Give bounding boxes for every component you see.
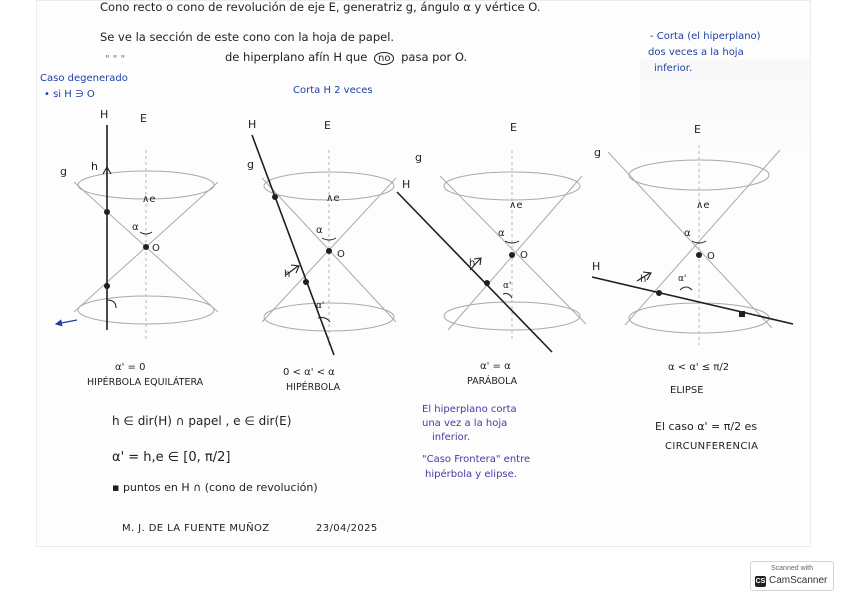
- degenerate-line-2: • si H ∋ O: [44, 89, 95, 100]
- panel-condition: 0 < α' < α: [283, 367, 335, 378]
- label-h-dir: h: [91, 160, 98, 173]
- label-ne: ∧e: [142, 194, 156, 205]
- label-o: O: [707, 251, 715, 262]
- intersection-point: [104, 283, 110, 289]
- intersection-point: [272, 194, 278, 200]
- left-arrow-mark: [56, 320, 77, 324]
- angle-arc: [140, 232, 152, 234]
- panel-parabola: [397, 121, 586, 387]
- vertex-point: [509, 252, 515, 258]
- right-angle-mark: [107, 300, 116, 308]
- label-e-axis: E: [510, 121, 517, 134]
- label-alpha-prime: α': [503, 281, 512, 291]
- label-g: g: [247, 158, 254, 171]
- label-e-axis: E: [324, 119, 331, 132]
- corta-label: Corta H 2 veces: [293, 85, 373, 96]
- header-line-1: Cono recto o cono de revolución de eje E, generatriz g, ángulo α y vértice O.: [100, 0, 541, 14]
- side-note-line-2: dos veces a la hoja: [648, 47, 744, 58]
- label-o: O: [337, 249, 345, 260]
- label-h-plane: H: [100, 108, 109, 121]
- label-alpha: α: [132, 222, 139, 233]
- intersection-point: [739, 311, 745, 317]
- label-g: g: [415, 151, 422, 164]
- vertex-point: [143, 244, 149, 250]
- panel-condition: α' = 0: [115, 362, 146, 373]
- angle-arc: [503, 294, 512, 299]
- panel-hyperbola: [247, 118, 396, 393]
- camscanner-brand: CamScanner: [769, 575, 828, 586]
- vertex-point: [696, 252, 702, 258]
- label-h-dir: h: [469, 258, 476, 269]
- formula-points: ▪ puntos en H ∩ (cono de revolución): [112, 481, 318, 494]
- intersection-point: [303, 279, 309, 285]
- formula-directions: h ∈ dir(H) ∩ papel , e ∈ dir(E): [112, 414, 292, 428]
- header-line-3-suffix: pasa por O.: [401, 50, 468, 64]
- h-direction-arrow: [103, 167, 111, 190]
- intersection-point: [656, 290, 662, 296]
- camscanner-watermark: [750, 561, 834, 591]
- panel-condition: α < α' ≤ π/2: [668, 362, 730, 373]
- parabola-note-line-2: una vez a la hoja: [422, 418, 508, 429]
- parabola-note-line-3: inferior.: [432, 432, 471, 443]
- label-alpha-prime: α': [678, 274, 687, 284]
- vertex-point: [326, 248, 332, 254]
- panel-name: HIPÉRBOLA EQUILÁTERA: [87, 377, 204, 388]
- label-alpha-prime: α': [316, 301, 325, 311]
- intersection-point: [104, 209, 110, 215]
- intersection-point: [484, 280, 490, 286]
- degenerate-line-1: Caso degenerado: [40, 73, 128, 84]
- circumference-note-line-1: El caso α' = π/2 es: [655, 420, 758, 433]
- header-line-2: Se ve la sección de este cono con la hoja de papel.: [100, 30, 395, 44]
- panel-name: PARÁBOLA: [467, 376, 518, 387]
- panel-equilateral-hyperbola: [56, 108, 218, 388]
- label-h-plane: H: [402, 178, 411, 191]
- parabola-note-line-4: "Caso Frontera" entre: [422, 454, 531, 465]
- scanned-with-text: Scanned with: [770, 565, 814, 572]
- label-h-plane: H: [248, 118, 257, 131]
- circumference-note-line-2: CIRCUNFERENCIA: [665, 441, 759, 452]
- label-ne: ∧e: [326, 193, 340, 204]
- label-e-axis: E: [694, 123, 701, 136]
- panel-condition: α' = α: [480, 361, 511, 372]
- panel-ellipse: [592, 123, 793, 396]
- header-ditto: " " ": [105, 54, 126, 65]
- label-h-plane: H: [592, 260, 601, 273]
- label-ne: ∧e: [509, 200, 523, 211]
- label-alpha: α: [498, 228, 505, 239]
- generatrix-line: [625, 150, 780, 325]
- label-alpha: α: [316, 225, 323, 236]
- label-o: O: [520, 250, 528, 261]
- label-ne: ∧e: [696, 200, 710, 211]
- parabola-note-line-5: hipérbola y elipse.: [425, 469, 517, 480]
- generatrix-line: [608, 152, 772, 328]
- author-signature: M. J. DE LA FUENTE MUÑOZ: [122, 523, 270, 534]
- angle-arc: [680, 287, 692, 290]
- formula-angle: α' = h,e ∈ [0, π/2]: [112, 450, 231, 465]
- camscanner-logo-icon: CS: [755, 578, 766, 585]
- panel-name: HIPÉRBOLA: [286, 382, 341, 393]
- header-line-3-prefix: de hiperplano afín H que: [225, 50, 368, 64]
- label-g: g: [60, 165, 67, 178]
- circled-no: no: [374, 52, 394, 65]
- parabola-note-line-1: El hiperplano corta: [422, 404, 517, 415]
- label-h-dir: h: [640, 274, 647, 285]
- label-e-axis: E: [140, 112, 147, 125]
- signature-date: 23/04/2025: [316, 523, 378, 534]
- panel-name: ELIPSE: [670, 385, 704, 396]
- hyperplane-line: [252, 135, 334, 355]
- angle-arc: [322, 238, 336, 240]
- label-g: g: [594, 146, 601, 159]
- side-note-line-1: - Corta (el hiperplano): [650, 31, 761, 42]
- label-h-dir: h: [284, 269, 291, 280]
- label-alpha: α: [684, 228, 691, 239]
- hyperplane-line: [592, 277, 793, 324]
- label-o: O: [152, 243, 160, 254]
- side-note-line-3: inferior.: [654, 63, 693, 74]
